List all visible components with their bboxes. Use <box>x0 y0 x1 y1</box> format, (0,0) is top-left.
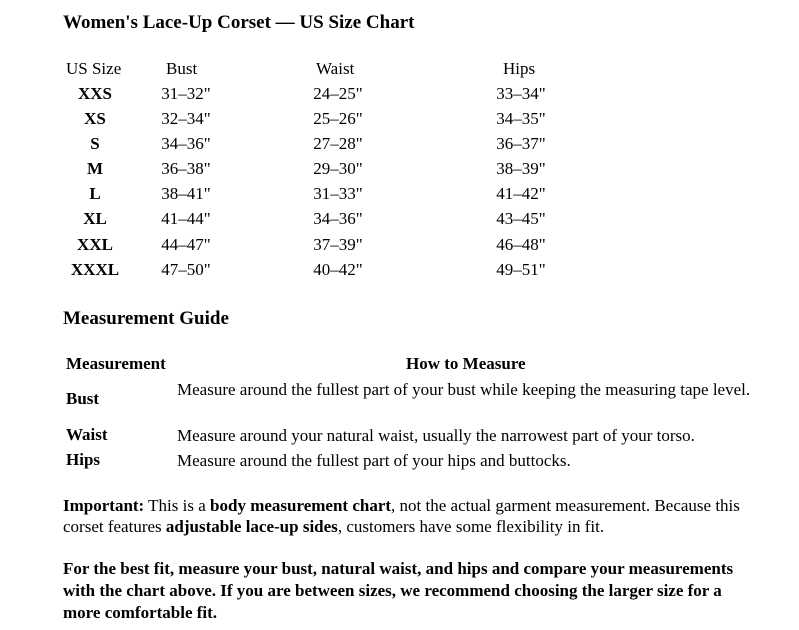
waist-cell: 29–30" <box>313 159 363 178</box>
waist-cell: 40–42" <box>313 260 363 279</box>
size-cell: S <box>90 134 100 153</box>
hips-cell: 34–35" <box>496 109 546 128</box>
hips-cell: 49–51" <box>496 260 546 279</box>
table-row <box>0 260 799 285</box>
hips-column-header: Hips <box>503 59 536 78</box>
guide-row-desc: Measure around your natural waist, usually the narrowest part of your torso. <box>177 426 695 445</box>
bust-cell: 41–44" <box>161 209 211 228</box>
waist-cell: 27–28" <box>313 134 363 153</box>
table-row <box>0 184 799 209</box>
important-bold: adjustable lace-up sides <box>165 517 338 536</box>
important-bold: body measurement chart <box>210 496 392 515</box>
size-cell: L <box>89 184 101 203</box>
hips-cell: 41–42" <box>496 184 546 203</box>
measurement-column-header: Measurement <box>66 354 166 373</box>
guide-row-desc: Measure around the fullest part of your bust while keeping the measuring tape level. <box>177 380 751 399</box>
important-text: This is a <box>144 496 211 515</box>
bust-cell: 36–38" <box>161 159 211 178</box>
waist-cell: 31–33" <box>313 184 363 203</box>
important-label: Important: <box>63 496 145 515</box>
important-text: , customers have some flexibility in fit. <box>337 517 605 536</box>
size-column-header: US Size <box>66 59 122 78</box>
table-row <box>0 109 799 134</box>
page-title: Women's Lace-Up Corset — US Size Chart <box>63 12 415 33</box>
size-cell: M <box>86 159 104 178</box>
size-cell: XXXL <box>70 260 120 279</box>
hips-cell: 38–39" <box>496 159 546 178</box>
table-row <box>0 84 799 109</box>
table-row <box>0 159 799 184</box>
bust-column-header: Bust <box>166 59 198 78</box>
bust-cell: 38–41" <box>161 184 211 203</box>
waist-column-header: Waist <box>316 59 355 78</box>
hips-cell: 43–45" <box>496 209 546 228</box>
bust-cell: 47–50" <box>161 260 211 279</box>
guide-row-name: Waist <box>66 425 108 444</box>
hips-cell: 46–48" <box>496 235 546 254</box>
important-text: , not the actual garment measurement. Because this corset features <box>63 496 740 536</box>
bust-cell: 34–36" <box>161 134 211 153</box>
waist-cell: 25–26" <box>313 109 363 128</box>
size-cell: XL <box>83 209 107 228</box>
important-note <box>63 495 763 537</box>
table-row <box>0 134 799 159</box>
how-column-header: How to Measure <box>406 354 526 373</box>
bust-cell: 32–34" <box>161 109 211 128</box>
bust-cell: 44–47" <box>161 235 211 254</box>
size-cell: XXS <box>77 84 112 103</box>
waist-cell: 24–25" <box>313 84 363 103</box>
size-cell: XS <box>84 109 106 128</box>
waist-cell: 37–39" <box>313 235 363 254</box>
guide-row-desc: Measure around the fullest part of your hips and buttocks. <box>177 451 571 470</box>
guide-title: Measurement Guide <box>63 308 229 329</box>
best-fit-note: For the best fit, measure your bust, natural waist, and hips and compare your measurements with the chart above. If you are between sizes, we recommend choosing the larger size for a more comfortable fit. <box>63 559 734 622</box>
guide-row-name: Bust <box>66 389 100 408</box>
size-cell: XXL <box>77 235 113 254</box>
hips-cell: 33–34" <box>496 84 546 103</box>
table-row <box>0 235 799 260</box>
hips-cell: 36–37" <box>496 134 546 153</box>
table-row <box>0 209 799 234</box>
bust-cell: 31–32" <box>161 84 211 103</box>
waist-cell: 34–36" <box>313 209 363 228</box>
guide-row-name: Hips <box>66 450 101 469</box>
